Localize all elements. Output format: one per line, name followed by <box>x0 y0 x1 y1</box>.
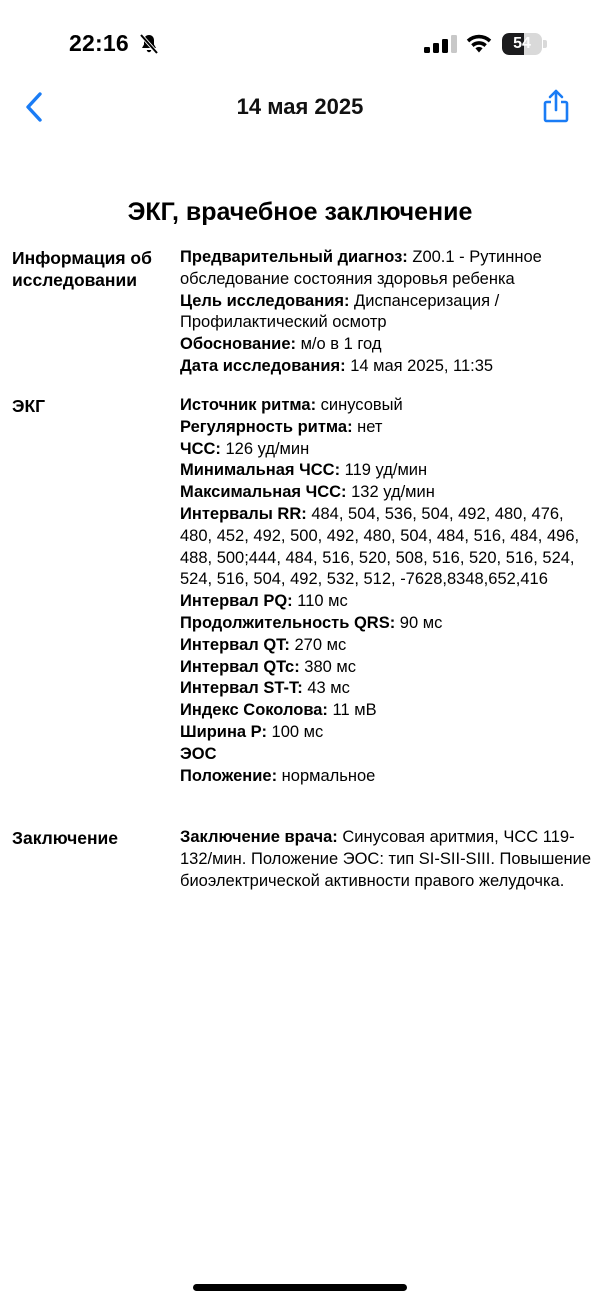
field-value: 132 уд/мин <box>346 483 435 502</box>
field-key: Цель исследования: <box>180 291 350 310</box>
section-label: ЭКГ <box>12 396 46 416</box>
bell-slash-icon <box>138 33 160 55</box>
field-row <box>180 613 592 635</box>
field-value: Синусовая аритмия, ЧСС 119-132/мин. Положение ЭОС: тип SI-SII-SIII. Повышение биоэлектрической активности правого желудочка. <box>180 828 592 890</box>
field-key: Максимальная ЧСС: <box>180 483 347 502</box>
field-value: 270 мс <box>289 635 347 654</box>
field-key: Интервал ST-T: <box>180 679 303 698</box>
field-value: Z00.1 - Рутинное обследование состояния здоровья ребенка <box>180 248 542 288</box>
field-key: Интервалы RR: <box>180 504 307 523</box>
section-body <box>180 247 592 378</box>
field-row <box>180 334 592 356</box>
field-key: Предварительный диагноз: <box>180 248 408 266</box>
field-row <box>180 504 592 591</box>
field-row <box>180 744 592 766</box>
field-row <box>180 657 592 679</box>
field-value: 100 мс <box>266 722 324 741</box>
field-key: Ширина Р: <box>180 722 267 741</box>
battery-indicator <box>502 33 548 55</box>
section-label: Информация об исследовании <box>12 248 152 290</box>
field-row <box>180 247 592 291</box>
field-key: Индекс Соколова: <box>180 701 328 720</box>
field-key: Интервал QT: <box>180 635 290 654</box>
field-value: м/о в 1 год <box>296 335 382 354</box>
field-value: 119 уд/мин <box>340 461 428 480</box>
field-value: 11 мВ <box>327 701 377 720</box>
field-key: Заключение врача: <box>180 828 338 846</box>
field-row <box>180 291 592 335</box>
field-row <box>180 482 592 504</box>
field-row <box>180 722 592 744</box>
field-key: Дата исследования: <box>180 356 346 375</box>
field-value: нормальное <box>277 766 376 785</box>
field-key: Продолжительность QRS: <box>180 613 396 632</box>
field-key: Положение: <box>180 766 278 785</box>
field-value: 110 мс <box>292 592 348 611</box>
field-value: 380 мс <box>299 657 356 676</box>
field-row <box>180 460 592 482</box>
wifi-icon <box>465 33 493 55</box>
field-value: нет <box>352 417 383 436</box>
field-row <box>180 591 592 613</box>
field-key: Интервал PQ: <box>180 592 293 611</box>
field-key: Минимальная ЧСС: <box>180 461 341 480</box>
status-time: 22:16 <box>69 30 129 56</box>
cellular-signal-icon <box>424 35 458 53</box>
field-value: 43 мс <box>302 679 350 698</box>
field-row <box>180 827 592 892</box>
field-row <box>180 356 592 378</box>
field-row <box>180 766 592 788</box>
document-title: ЭКГ, врачебное заключение <box>127 198 473 226</box>
battery-tip <box>543 40 547 48</box>
field-row <box>180 417 592 439</box>
section-body <box>180 827 592 892</box>
field-key: ЭОС <box>180 744 217 763</box>
field-key: Обоснование: <box>180 335 296 354</box>
field-key: Источник ритма: <box>180 396 317 414</box>
field-row <box>180 678 592 700</box>
field-key: Интервал QTc: <box>180 657 300 676</box>
nav-title: 14 мая 2025 <box>236 94 364 119</box>
field-value: Диспансеризация / Профилактический осмотр <box>180 291 500 332</box>
home-indicator[interactable] <box>193 1284 407 1291</box>
field-value: 90 мс <box>395 613 443 632</box>
field-value: 126 уд/мин <box>220 439 310 458</box>
field-row <box>180 635 592 657</box>
section-label: Заключение <box>12 828 119 848</box>
field-value: синусовый <box>316 396 403 414</box>
field-row <box>180 700 592 722</box>
share-icon[interactable] <box>541 88 571 124</box>
field-row <box>180 439 592 461</box>
field-value: 484, 504, 536, 504, 492, 480, 476, 480, 452, 492, 500, 492, 480, 504, 484, 516, 484, 496, 488, 500;444, 484, 516, 520, 508, 516, 520, 516, 524, 524, 516, 504, 492, 532, 512, -7628,8348,652,416 <box>180 504 580 589</box>
field-value: 14 мая 2025, 11:35 <box>345 356 494 375</box>
status-bar <box>0 0 600 88</box>
field-key: Регулярность ритма: <box>180 417 353 436</box>
battery-level-text: 54 <box>513 35 531 52</box>
section-body <box>180 395 592 787</box>
field-row <box>180 395 592 417</box>
field-key: ЧСС: <box>180 439 221 458</box>
